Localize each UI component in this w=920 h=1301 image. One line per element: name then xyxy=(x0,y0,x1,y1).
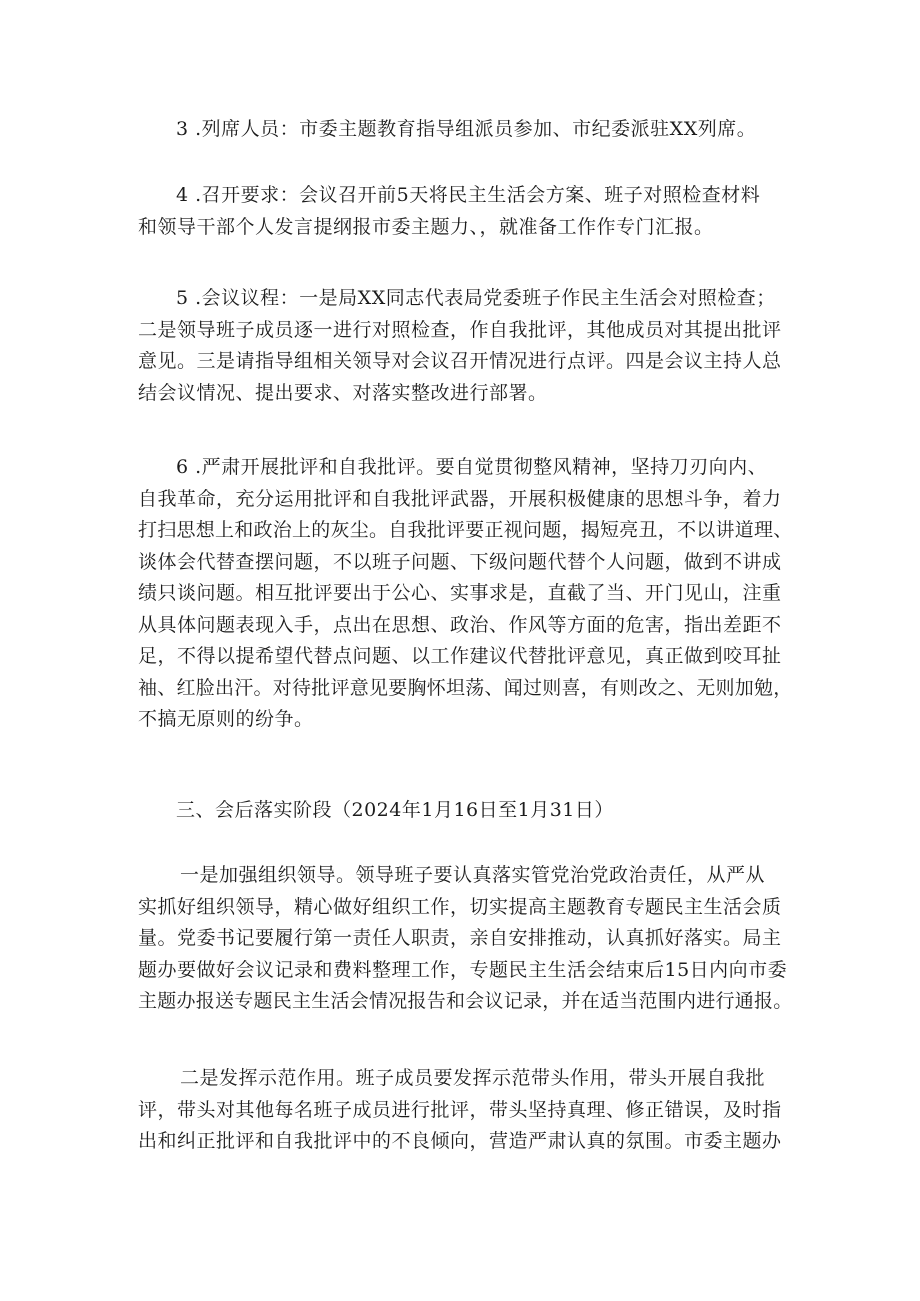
item-5-paragraph xyxy=(138,283,798,409)
text-line: 谈体会代替查摆问题，不以班子问题、下级问题代替个人问题，做到不讲成 xyxy=(138,550,782,573)
text-line: 一是加强组织领导。领导班子要认真落实管党治党政治责任，从严从 xyxy=(180,864,766,886)
text-line: 二是领导班子成员逐一进行对照检查，作自我批评，其他成员对其提出批评 xyxy=(138,318,782,341)
text-line: 5 .会议议程：一是局XX同志代表局党委班子作民主生活会对照检查； xyxy=(176,287,776,309)
text-line: 二是发挥示范作用。班子成员要发挥示范带头作用，带头开展自我批 xyxy=(180,1067,766,1089)
text-line: 足，不得以提希望代替点问题、以工作建议代替批评意见，真正做到咬耳扯 xyxy=(138,645,782,667)
text-line: 绩只谈问题。相互批评要出于公心、实事求是，直截了当、开门见山，注重 xyxy=(138,582,782,604)
text-line: 评，带头对其他每名班子成员进行批评，带头坚持真理、修正错误，及时指 xyxy=(138,1098,782,1121)
text-line: 出和纠正批评和自我批评中的不良倾向，营造严肃认真的氛围。市委主题办 xyxy=(138,1130,782,1152)
text-line: 从具体问题表现入手，点出在思想、政治、作风等方面的危害，指出差距不 xyxy=(138,613,782,636)
paragraph-strengthen-leadership xyxy=(138,860,798,1018)
text-line: 6 .严肃开展批评和自我批评。要自觉贯彻整风精神，坚持刀刃向内、 xyxy=(176,456,768,478)
item-3-paragraph xyxy=(138,114,798,146)
text-line: 实抓好组织领导，精心做好组织工作，切实提高主题教育专题民主生活会质 xyxy=(138,895,782,918)
text-line: 不搞无原则的纷争。 xyxy=(138,708,314,730)
text-line: 4 .召开要求：会议召开前5天将民主生活会方案、班子对照检查材料 xyxy=(176,184,761,206)
item-6-paragraph xyxy=(138,452,798,736)
text-line: 3 .列席人员：市委主题教育指导组派员参加、市纪委派驻XX列席。 xyxy=(176,118,757,140)
paragraph-exemplary-role xyxy=(138,1063,798,1158)
text-line: 袖、红脸出汗。对待批评意见要胸怀坦荡、闻过则喜，有则改之、无则加勉， xyxy=(138,676,793,699)
section-3-heading: 三、会后落实阶段（2024年1月16日至1月31日） xyxy=(176,799,614,821)
text-line: 和领导干部个人发言提纲报市委主题力、，就准备工作作专门汇报。 xyxy=(138,215,714,238)
text-line: 意见。三是请指导组相关领导对会议召开情况进行点评。四是会议主持人总 xyxy=(138,350,782,372)
text-line: 主题办报送专题民主生活会情况报告和会议记录，并在适当范围内进行通报。 xyxy=(138,990,793,1012)
text-line: 量。党委书记要履行第一责任人职责，亲自安排推动，认真抓好落实。局主 xyxy=(138,927,782,949)
text-line: 打扫思想上和政治上的灰尘。自我批评要正视问题，揭短亮丑，不以讲道理、 xyxy=(138,519,793,541)
text-line: 结会议情况、提出要求、对落实整改进行部署。 xyxy=(138,381,548,404)
item-4-paragraph xyxy=(138,180,798,243)
text-line: 自我革命，充分运用批评和自我批评武器，开展积极健康的思想斗争，着力 xyxy=(138,487,782,510)
text-line: 题办要做好会议记录和费料整理工作，专题民主生活会结束后15日内向市委 xyxy=(138,958,788,981)
